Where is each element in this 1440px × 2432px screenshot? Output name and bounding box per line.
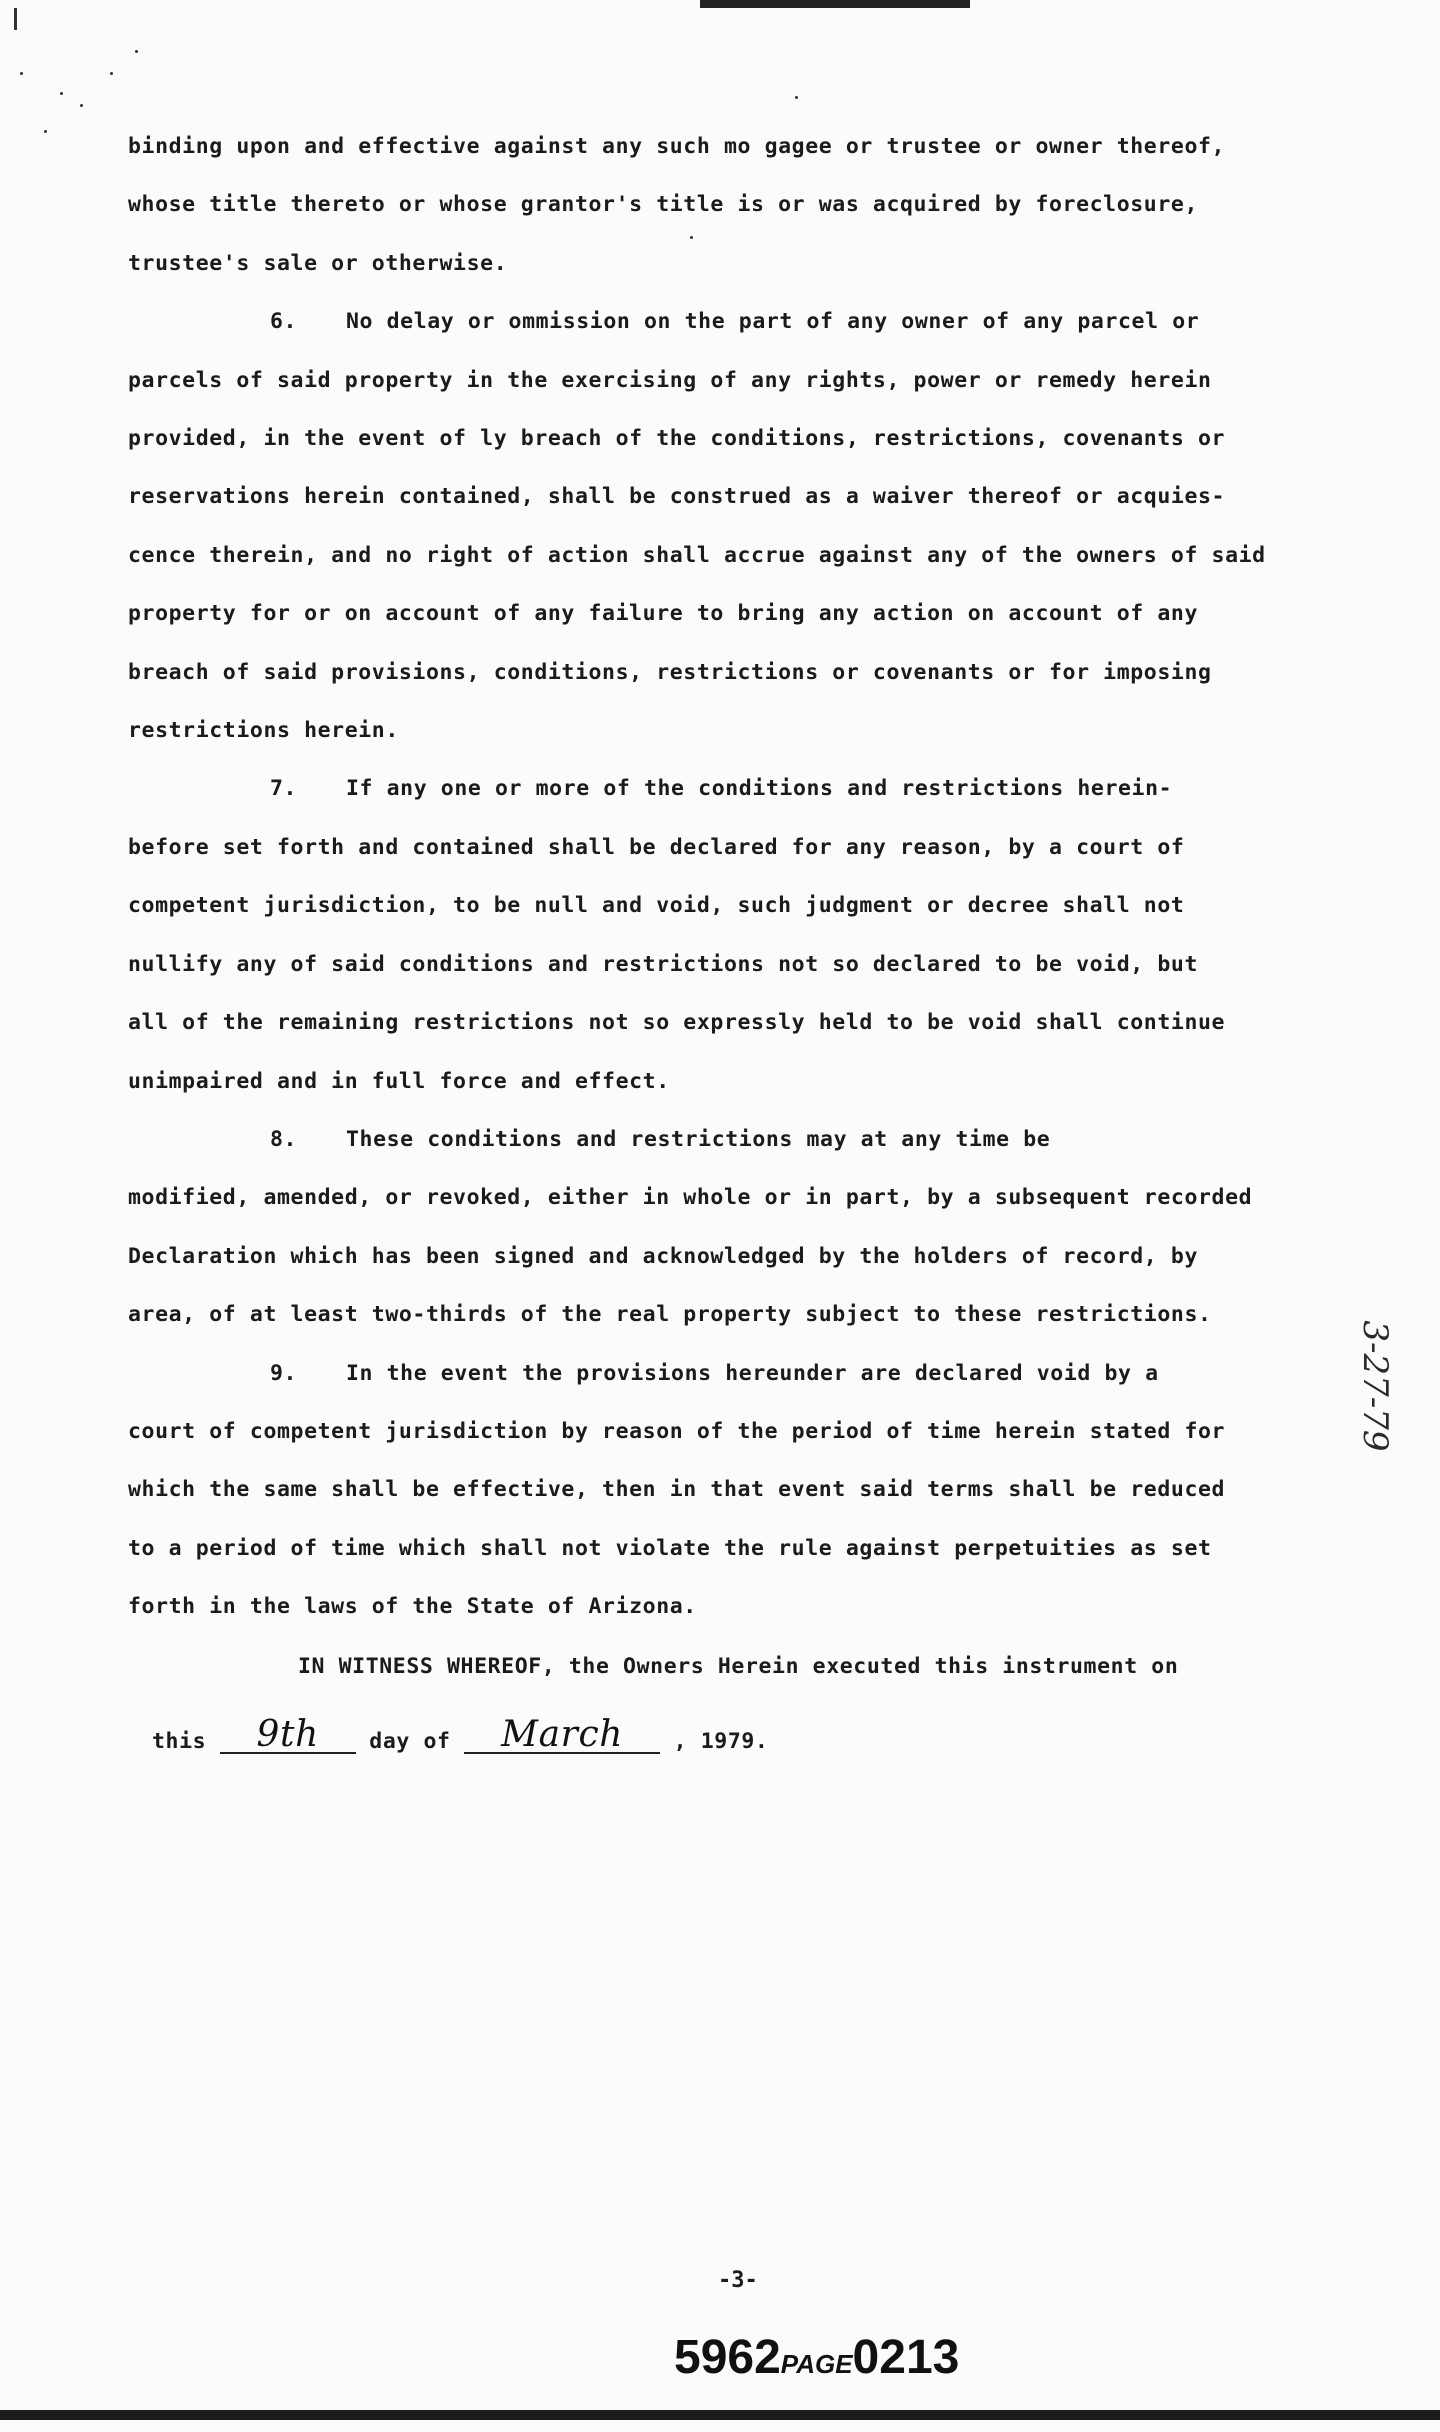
text-line: [128, 1461, 1358, 1519]
scan-speck: [60, 92, 63, 95]
text-line: [128, 1578, 1358, 1636]
line-text: In the event the provisions hereunder are declared void by a: [346, 1360, 1159, 1386]
text-line: [128, 1169, 1358, 1227]
text-line: [128, 760, 1358, 818]
date-middle: day of: [369, 1729, 451, 1754]
document-body: [128, 118, 1358, 1637]
line-text: which the same shall be effective, then in that event said terms shall be reduced: [128, 1477, 1226, 1503]
line-text: restrictions herein.: [128, 718, 399, 744]
scan-speck: [20, 72, 23, 75]
line-text: whose title thereto or whose grantor's title is or was acquired by foreclosure,: [128, 192, 1198, 218]
line-text: to a period of time which shall not violate the rule against perpetuities as set: [128, 1535, 1212, 1561]
book-number: 5962: [674, 2331, 781, 2384]
line-text: Declaration which has been signed and acknowledged by the holders of record, by: [128, 1243, 1198, 1269]
text-line: [128, 702, 1358, 760]
line-text: These conditions and restrictions may at any time be: [346, 1126, 1051, 1152]
text-line: [128, 176, 1358, 234]
text-line: [128, 1111, 1358, 1169]
line-text: cence therein, and no right of action shall accrue against any of the owners of said: [128, 542, 1266, 568]
text-line: [128, 1053, 1358, 1111]
line-text: all of the remaining restrictions not so expressly held to be void shall continue: [128, 1010, 1226, 1036]
bottom-edge-mark: [0, 2410, 1440, 2420]
page-label: PAGE: [780, 2349, 853, 2379]
text-line: [128, 644, 1358, 702]
execution-date-line: [152, 1714, 769, 1755]
text-line: [128, 877, 1358, 935]
line-text: parcels of said property in the exercising of any rights, power or remedy herein: [128, 367, 1212, 393]
text-line: [128, 936, 1358, 994]
scan-speck: [135, 50, 138, 53]
scan-speck: [44, 130, 47, 133]
top-edge-mark: [700, 0, 970, 8]
witness-clause: IN WITNESS WHEREOF, the Owners Herein executed this instrument on: [298, 1654, 1179, 1679]
paragraph-number: 9.: [270, 1360, 298, 1386]
line-text: No delay or ommission on the part of any owner of any parcel or: [346, 309, 1200, 335]
paragraph-number: 6.: [270, 309, 298, 335]
text-line: [128, 118, 1358, 176]
line-text: trustee's sale or otherwise.: [128, 250, 508, 276]
line-text: forth in the laws of the State of Arizona.: [128, 1594, 697, 1620]
line-text: court of competent jurisdiction by reason of the period of time herein stated for: [128, 1418, 1226, 1444]
date-year: , 1979.: [673, 1729, 769, 1754]
text-line: [128, 1520, 1358, 1578]
line-text: property for or on account of any failure to bring any action on account of any: [128, 601, 1198, 627]
text-line: [128, 1228, 1358, 1286]
text-line: [128, 585, 1358, 643]
text-line: [128, 468, 1358, 526]
text-line: [128, 1403, 1358, 1461]
margin-date-text: 3-27-79: [1355, 1320, 1395, 1452]
handwritten-month: March: [464, 1718, 660, 1754]
text-line: [128, 235, 1358, 293]
page-reference: 0213: [852, 2331, 960, 2384]
text-line: [128, 994, 1358, 1052]
paragraph-number: 7.: [270, 776, 298, 802]
line-text: reservations herein contained, shall be construed as a waiver thereof or acquies-: [128, 484, 1226, 510]
text-line: [128, 352, 1358, 410]
handwritten-day: 9th: [220, 1718, 356, 1754]
line-text: modified, amended, or revoked, either in whole or in part, by a subsequent recorded: [128, 1185, 1253, 1211]
line-text: area, of at least two-thirds of the real property subject to these restrictions.: [128, 1302, 1212, 1328]
text-line: [128, 1286, 1358, 1344]
line-text: binding upon and effective against any such mo gagee or trustee or owner thereof,: [128, 134, 1226, 159]
scan-speck: [795, 96, 798, 99]
scan-speck: [110, 72, 113, 75]
line-text: unimpaired and in full force and effect.: [128, 1068, 670, 1094]
text-line: [128, 819, 1358, 877]
text-line: [128, 293, 1358, 351]
page-number: -3-: [718, 2268, 758, 2293]
line-text: nullify any of said conditions and restrictions not so declared to be void, but: [128, 951, 1198, 977]
line-text: If any one or more of the conditions and restrictions herein-: [346, 776, 1173, 802]
line-text: before set forth and contained shall be declared for any reason, by a court of: [128, 834, 1185, 860]
date-prefix: this: [152, 1729, 207, 1754]
handwritten-margin-date: [1350, 1256, 1394, 1506]
line-text: provided, in the event of ly breach of the conditions, restrictions, covenants or: [128, 426, 1226, 452]
line-text: breach of said provisions, conditions, restrictions or covenants or for imposing: [128, 659, 1212, 685]
text-line: [128, 410, 1358, 468]
text-line: [128, 1345, 1358, 1403]
scan-speck: [14, 8, 17, 30]
scan-speck: [80, 104, 83, 107]
line-text: competent jurisdiction, to be null and void, such judgment or decree shall not: [128, 893, 1185, 919]
recording-number: [674, 2330, 959, 2385]
paragraph-number: 8.: [270, 1126, 298, 1152]
text-line: [128, 527, 1358, 585]
